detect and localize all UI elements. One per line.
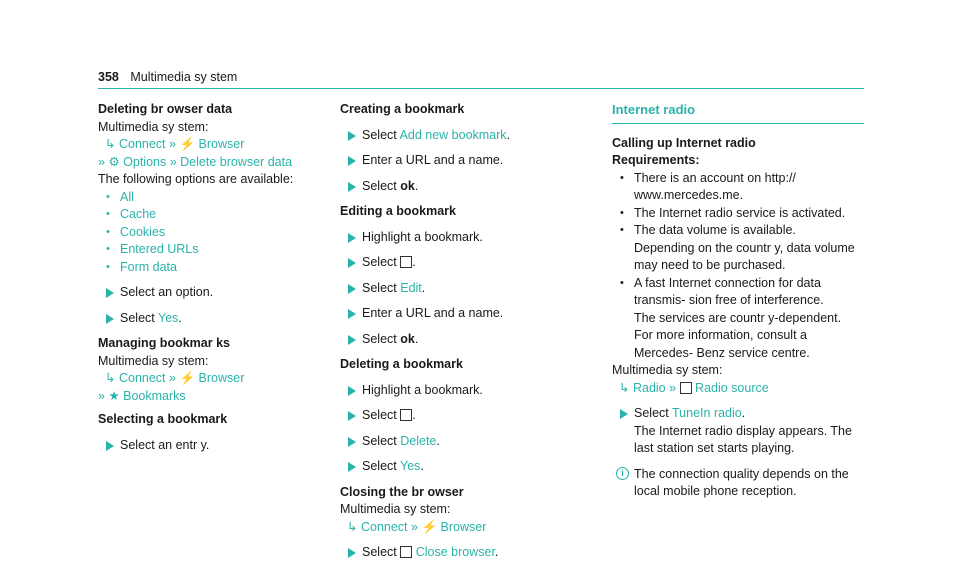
step-arrow-icon: [348, 386, 356, 396]
radio-link[interactable]: Radio: [632, 380, 666, 395]
double-chevron-icon: »: [169, 371, 176, 385]
page-title: Multimedia sy stem: [130, 70, 238, 84]
add-new-bookmark-link[interactable]: Add new bookmark: [399, 127, 507, 142]
step: Select Close browser.: [340, 544, 590, 562]
delete-browser-data-link[interactable]: Delete browser data: [180, 154, 293, 169]
step-arrow-icon: [348, 156, 356, 166]
menu-path: [98, 136, 348, 154]
option-form-data[interactable]: • Form data: [98, 259, 348, 277]
step: Select .: [340, 407, 590, 425]
requirement-item: • The Internet radio service is activated.: [612, 205, 867, 223]
option-cache[interactable]: • Cache: [98, 206, 348, 224]
step-select-entry: Select an entr y.: [98, 437, 348, 455]
multimedia-label: Multimedia sy stem:: [98, 119, 209, 134]
connect-link[interactable]: Connect: [118, 137, 166, 151]
heading-calling-up-radio: Calling up Internet radio: [612, 135, 756, 150]
browser-link[interactable]: Browser: [440, 519, 487, 534]
step-arrow-icon: [106, 441, 114, 451]
step-arrow-icon: [348, 258, 356, 268]
double-chevron-icon: »: [411, 519, 418, 534]
requirement-item: • The data volume is available.: [612, 222, 867, 240]
multimedia-label: Multimedia sy stem:: [612, 363, 723, 377]
step: Select .: [340, 254, 590, 272]
requirement-note: For more information, consult a Mercedes- Benz service centre.: [634, 328, 810, 360]
double-chevron-icon: »: [169, 137, 176, 151]
browser-icon: ⚡: [179, 137, 196, 151]
yes-link[interactable]: Yes: [158, 310, 179, 325]
heading-selecting-bookmark: Selecting a bookmark: [98, 412, 228, 426]
page-number: 358: [98, 70, 119, 84]
heading-managing-bookmarks: Managing bookmar ks: [98, 336, 230, 350]
heading-editing-bookmark: Editing a bookmark: [340, 204, 456, 218]
step: Highlight a bookmark.: [340, 382, 590, 400]
radio-source-link[interactable]: Radio source: [695, 380, 769, 395]
browser-link[interactable]: Browser: [198, 371, 245, 385]
requirement-note: Depending on the countr y, data volume may need to be purchased.: [634, 240, 855, 272]
step: Highlight a bookmark.: [340, 229, 590, 247]
menu-icon[interactable]: [400, 409, 412, 421]
menu-path-4: [98, 388, 348, 406]
step-arrow-icon: [348, 437, 356, 447]
step-arrow-icon: [348, 335, 356, 345]
step-arrow-icon: [348, 233, 356, 243]
step: Enter a URL and a name.: [340, 305, 590, 323]
step-arrow-icon: [348, 309, 356, 319]
section-title: Internet radio: [612, 102, 696, 117]
heading-deleting-browser-data: Deleting br owser data: [98, 102, 233, 116]
step-select-yes: Select Yes.: [98, 310, 348, 328]
step: Select Delete.: [340, 433, 590, 451]
enter-arrow-icon: ↳: [347, 519, 358, 534]
menu-path: [340, 519, 590, 537]
star-icon: ★: [108, 388, 120, 403]
step: Select ok.: [340, 331, 590, 349]
heading-creating-bookmark: Creating a bookmark: [340, 102, 465, 116]
menu-path-2: [98, 154, 348, 172]
ok-icon[interactable]: ok: [400, 331, 415, 346]
step-arrow-icon: [348, 131, 356, 141]
step-arrow-icon: [106, 314, 114, 324]
double-chevron-icon: »: [98, 154, 105, 169]
yes-link[interactable]: Yes: [400, 459, 421, 473]
browser-link[interactable]: Browser: [198, 137, 245, 151]
step-arrow-icon: [348, 284, 356, 294]
column-3: [612, 101, 867, 501]
tunein-radio-link[interactable]: TuneIn radio: [672, 406, 742, 420]
requirements-label: Requirements:: [612, 153, 700, 167]
section-rule: [612, 123, 864, 124]
step: Select Add new bookmark.: [340, 127, 590, 145]
menu-icon[interactable]: [400, 256, 412, 268]
connect-link[interactable]: Connect: [360, 519, 408, 534]
radio-source-icon: [680, 382, 692, 394]
step: Select Yes.: [340, 458, 590, 476]
enter-arrow-icon: ↳: [619, 380, 630, 395]
requirement-item: • There is an account on http:// www.mercedes.me.: [612, 170, 867, 205]
double-chevron-icon: »: [669, 380, 677, 395]
step: Select Edit.: [340, 280, 590, 298]
step-arrow-icon: [620, 409, 628, 419]
step: Select ok.: [340, 178, 590, 196]
connect-link[interactable]: Connect: [118, 371, 166, 385]
browser-icon: ⚡: [179, 371, 196, 385]
option-cookies[interactable]: • Cookies: [98, 224, 348, 242]
option-entered-urls[interactable]: • Entered URLs: [98, 241, 348, 259]
browser-icon: ⚡: [421, 519, 438, 534]
double-chevron-icon: »: [169, 154, 177, 169]
step-arrow-icon: [348, 411, 356, 421]
menu-path-3: [98, 370, 348, 388]
heading-deleting-bookmark: Deleting a bookmark: [340, 357, 463, 371]
option-all[interactable]: • All: [98, 189, 348, 207]
column-1: [98, 101, 348, 462]
options-intro: The following options are available:: [98, 172, 294, 186]
ok-icon[interactable]: ok: [400, 178, 415, 193]
multimedia-label: Multimedia sy stem:: [340, 502, 451, 516]
enter-arrow-icon: ↳: [105, 137, 116, 151]
step-arrow-icon: [348, 548, 356, 558]
menu-path: [612, 380, 867, 398]
note: i The connection quality depends on the local mobile phone reception.: [612, 466, 867, 501]
close-browser-link[interactable]: Close browser: [415, 545, 495, 559]
info-icon: i: [616, 467, 629, 480]
step-arrow-icon: [348, 462, 356, 472]
delete-link[interactable]: Delete: [400, 433, 437, 448]
step-select-option: Select an option.: [98, 284, 348, 302]
header-rule: [98, 88, 864, 89]
gear-icon: ⚙: [108, 154, 120, 169]
edit-link[interactable]: Edit: [400, 280, 422, 295]
options-link[interactable]: Options: [123, 154, 167, 169]
requirement-item: • A fast Internet connection for data transmis- sion free of interference.: [612, 275, 867, 310]
bookmarks-link[interactable]: Bookmarks: [123, 388, 186, 403]
requirement-note: The services are countr y-dependent.: [634, 310, 842, 325]
multimedia-label: Multimedia sy stem:: [98, 353, 209, 368]
close-browser-icon[interactable]: [400, 546, 412, 558]
column-2: [340, 101, 590, 570]
step-arrow-icon: [106, 288, 114, 298]
step: Select TuneIn radio. The Internet radio display appears. The last station set starts playing.: [612, 405, 867, 458]
enter-arrow-icon: ↳: [105, 371, 116, 385]
page-header: [98, 70, 237, 84]
step: Enter a URL and a name.: [340, 152, 590, 170]
heading-closing-browser: Closing the br owser: [340, 484, 464, 499]
double-chevron-icon: »: [98, 388, 105, 403]
step-arrow-icon: [348, 182, 356, 192]
